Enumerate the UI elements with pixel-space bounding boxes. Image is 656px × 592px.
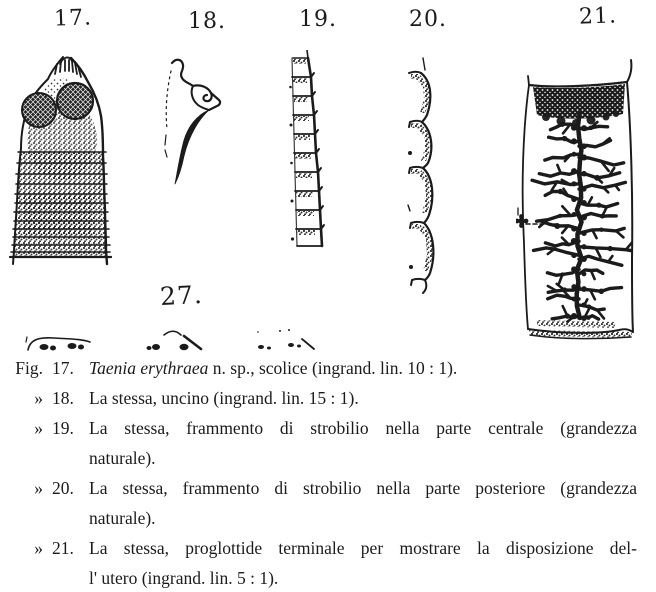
caption-row (5, 533, 637, 592)
fig21-proglottid-illustration (516, 58, 644, 350)
species-name: Taenia erythraea (89, 358, 209, 378)
figure-label-17: 17. (53, 5, 93, 32)
caption-line (89, 473, 637, 503)
figure-label-20: 20. (409, 7, 447, 32)
caption-row (5, 473, 637, 533)
caption-figure-number: 18. (52, 388, 74, 408)
caption-line (89, 533, 637, 563)
caption-marker: » (34, 388, 43, 408)
fig19-strobila-central-illustration (288, 50, 330, 252)
caption-segment: l' utero (ingrand. lin. 5 : 1). (89, 568, 279, 588)
caption-marker: » (34, 478, 43, 498)
caption-line (89, 413, 637, 443)
caption-text (89, 383, 637, 413)
caption-row (5, 413, 637, 473)
fig17-scolex-illustration (8, 52, 112, 268)
caption-segment: n. sp., scolice (ingrand. lin. 10 : 1). (208, 358, 458, 378)
caption-segment: naturale). (89, 448, 156, 468)
caption-line (89, 503, 637, 533)
caption-line (89, 443, 637, 473)
caption-line (89, 353, 637, 383)
caption-block (5, 353, 637, 592)
caption-text (89, 473, 637, 533)
caption-line (89, 383, 637, 413)
figure-label-21: 21. (578, 3, 618, 30)
caption-figure-number: 19. (52, 418, 74, 438)
caption-figure-number: 21. (52, 538, 74, 558)
caption-row (5, 383, 637, 413)
caption-row (5, 353, 637, 383)
plate-edge-cutoff-sketches (18, 326, 318, 354)
caption-segment: La stessa, uncino (ingrand. lin. 15 : 1). (89, 388, 359, 408)
caption-marker: » (34, 418, 43, 438)
caption-text (89, 413, 637, 473)
caption-line (89, 563, 637, 592)
figure-label-18: 18. (188, 9, 226, 34)
fig18-hook-illustration (158, 55, 233, 195)
caption-segment: naturale). (89, 508, 156, 528)
uterus-branches (532, 114, 639, 322)
caption-figure-number: 20. (52, 478, 74, 498)
caption-marker: » (34, 538, 43, 558)
caption-text (89, 353, 637, 383)
caption-marker: Fig. (15, 358, 43, 378)
caption-segment: La stessa, proglottide terminale per mostrare la disposizione del- (89, 538, 637, 558)
fig20-strobila-posterior-illustration (405, 55, 443, 297)
caption-segment: La stessa, frammento di strobilio nella parte centrale (grandezza (89, 418, 637, 438)
figure-label-19: 19. (299, 7, 337, 32)
caption-text (89, 533, 637, 592)
genital-papilla (516, 214, 528, 228)
caption-figure-number: 17. (52, 358, 74, 378)
caption-segment: La stessa, frammento di strobilio nella parte posteriore (grandezza (89, 478, 637, 498)
figure-label-27: 27. (159, 279, 204, 312)
